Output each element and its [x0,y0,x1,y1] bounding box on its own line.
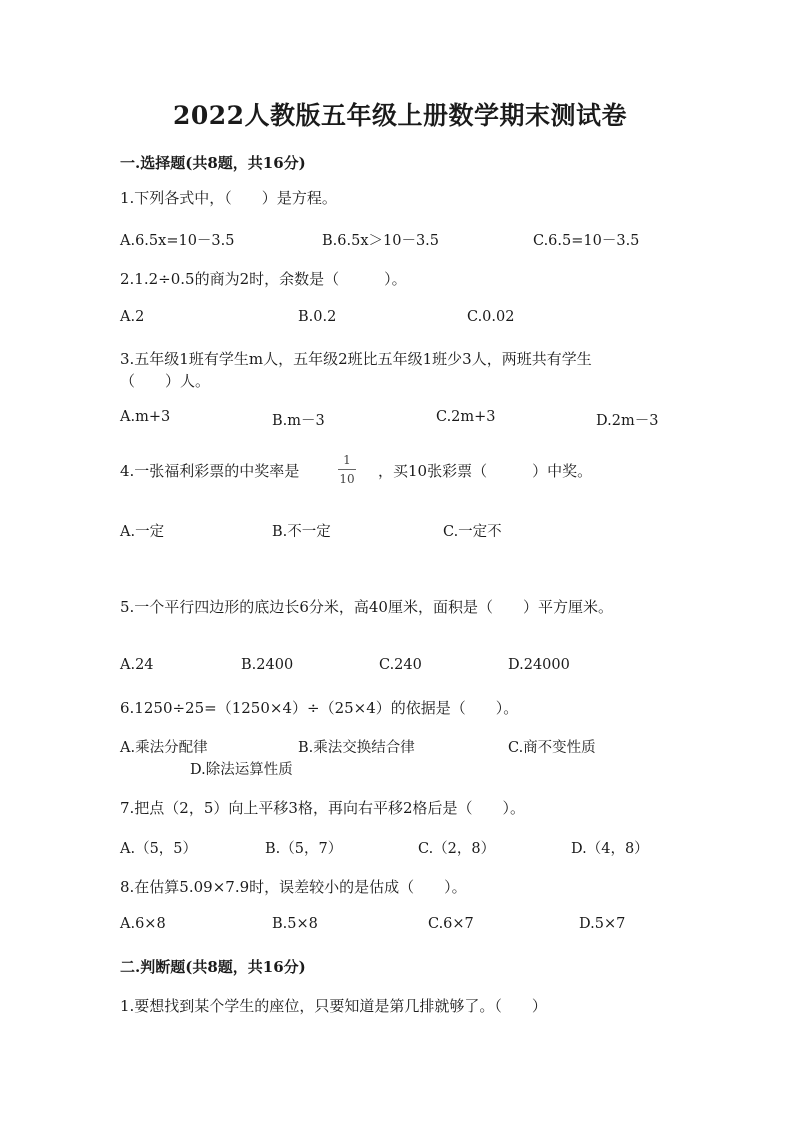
question-4-option-b: B.不一定 [272,524,331,540]
question-6-option-d: D.除法运算性质 [190,762,293,778]
question-2-text: 2.1.2÷0.5的商为2时，余数是（ ）。 [120,270,407,288]
section-heading-judgement: 二.判断题(共8题，共16分) [120,958,306,976]
question-4-option-a: A.一定 [120,524,165,540]
question-1-option-a: A.6.5x=10－3.5 [120,233,235,249]
question-6-option-a: A.乘法分配律 [120,740,208,756]
question-3-option-c: C.2m+3 [436,409,496,425]
fraction-bar [338,469,356,470]
question-5-option-d: D.24000 [508,657,570,673]
question-2-option-b: B.0.2 [298,309,337,325]
question-3-option-a: A.m+3 [120,409,171,425]
section-heading-choice: 一.选择题(共8题，共16分) [120,154,306,172]
question-5-option-b: B.2400 [241,657,294,673]
question-5-option-c: C.240 [379,657,422,673]
question-7-option-d: D.（4，8） [571,841,649,857]
question-8-option-d: D.5×7 [579,916,626,932]
question-4-text-before: 4.一张福利彩票的中奖率是 [120,462,300,480]
question-8-text: 8.在估算5.09×7.9时，误差较小的是估成（ ）。 [120,878,467,896]
question-5-text: 5.一个平行四边形的底边长6分米，高40厘米，面积是（ ）平方厘米。 [120,598,613,616]
question-6-option-b: B.乘法交换结合律 [298,740,415,756]
question-8-option-c: C.6×7 [428,916,474,932]
fraction-numerator: 1 [343,453,351,467]
question-3-option-d: D.2m－3 [596,413,659,429]
question-3-option-b: B.m－3 [272,413,325,429]
page-title: 2022人教版五年级上册数学期末测试卷 [172,101,628,130]
question-1-option-b: B.6.5x＞10－3.5 [322,233,440,249]
question-7-option-c: C.（2，8） [418,841,496,857]
question-1-text: 1.下列各式中，（ ）是方程。 [120,189,337,207]
judgement-question-1-text: 1.要想找到某个学生的座位，只要知道是第几排就够了。（ ） [120,997,547,1015]
question-6-text: 6.1250÷25=（1250×4）÷（25×4）的依据是（ ）。 [120,699,519,717]
question-3-text-line2: （ ）人。 [120,372,211,390]
question-7-option-a: A.（5，5） [120,841,198,857]
question-2-option-a: A.2 [120,309,145,325]
question-7-text: 7.把点（2，5）向上平移3格，再向右平移2格后是（ ）。 [120,799,525,817]
question-7-option-b: B.（5，7） [265,841,343,857]
question-2-option-c: C.0.02 [467,309,515,325]
question-8-option-a: A.6×8 [120,916,166,932]
question-4-option-c: C.一定不 [443,524,502,540]
question-1-option-c: C.6.5=10－3.5 [533,233,640,249]
fraction-denominator: 10 [339,472,355,486]
question-5-option-a: A.24 [120,657,154,673]
fraction-one-tenth [338,453,356,486]
question-4-text-after: ，买10张彩票（ ）中奖。 [378,462,593,480]
question-3-text-line1: 3.五年级1班有学生m人，五年级2班比五年级1班少3人，两班共有学生 [120,350,592,368]
question-6-option-c: C.商不变性质 [508,740,596,756]
question-8-option-b: B.5×8 [272,916,318,932]
